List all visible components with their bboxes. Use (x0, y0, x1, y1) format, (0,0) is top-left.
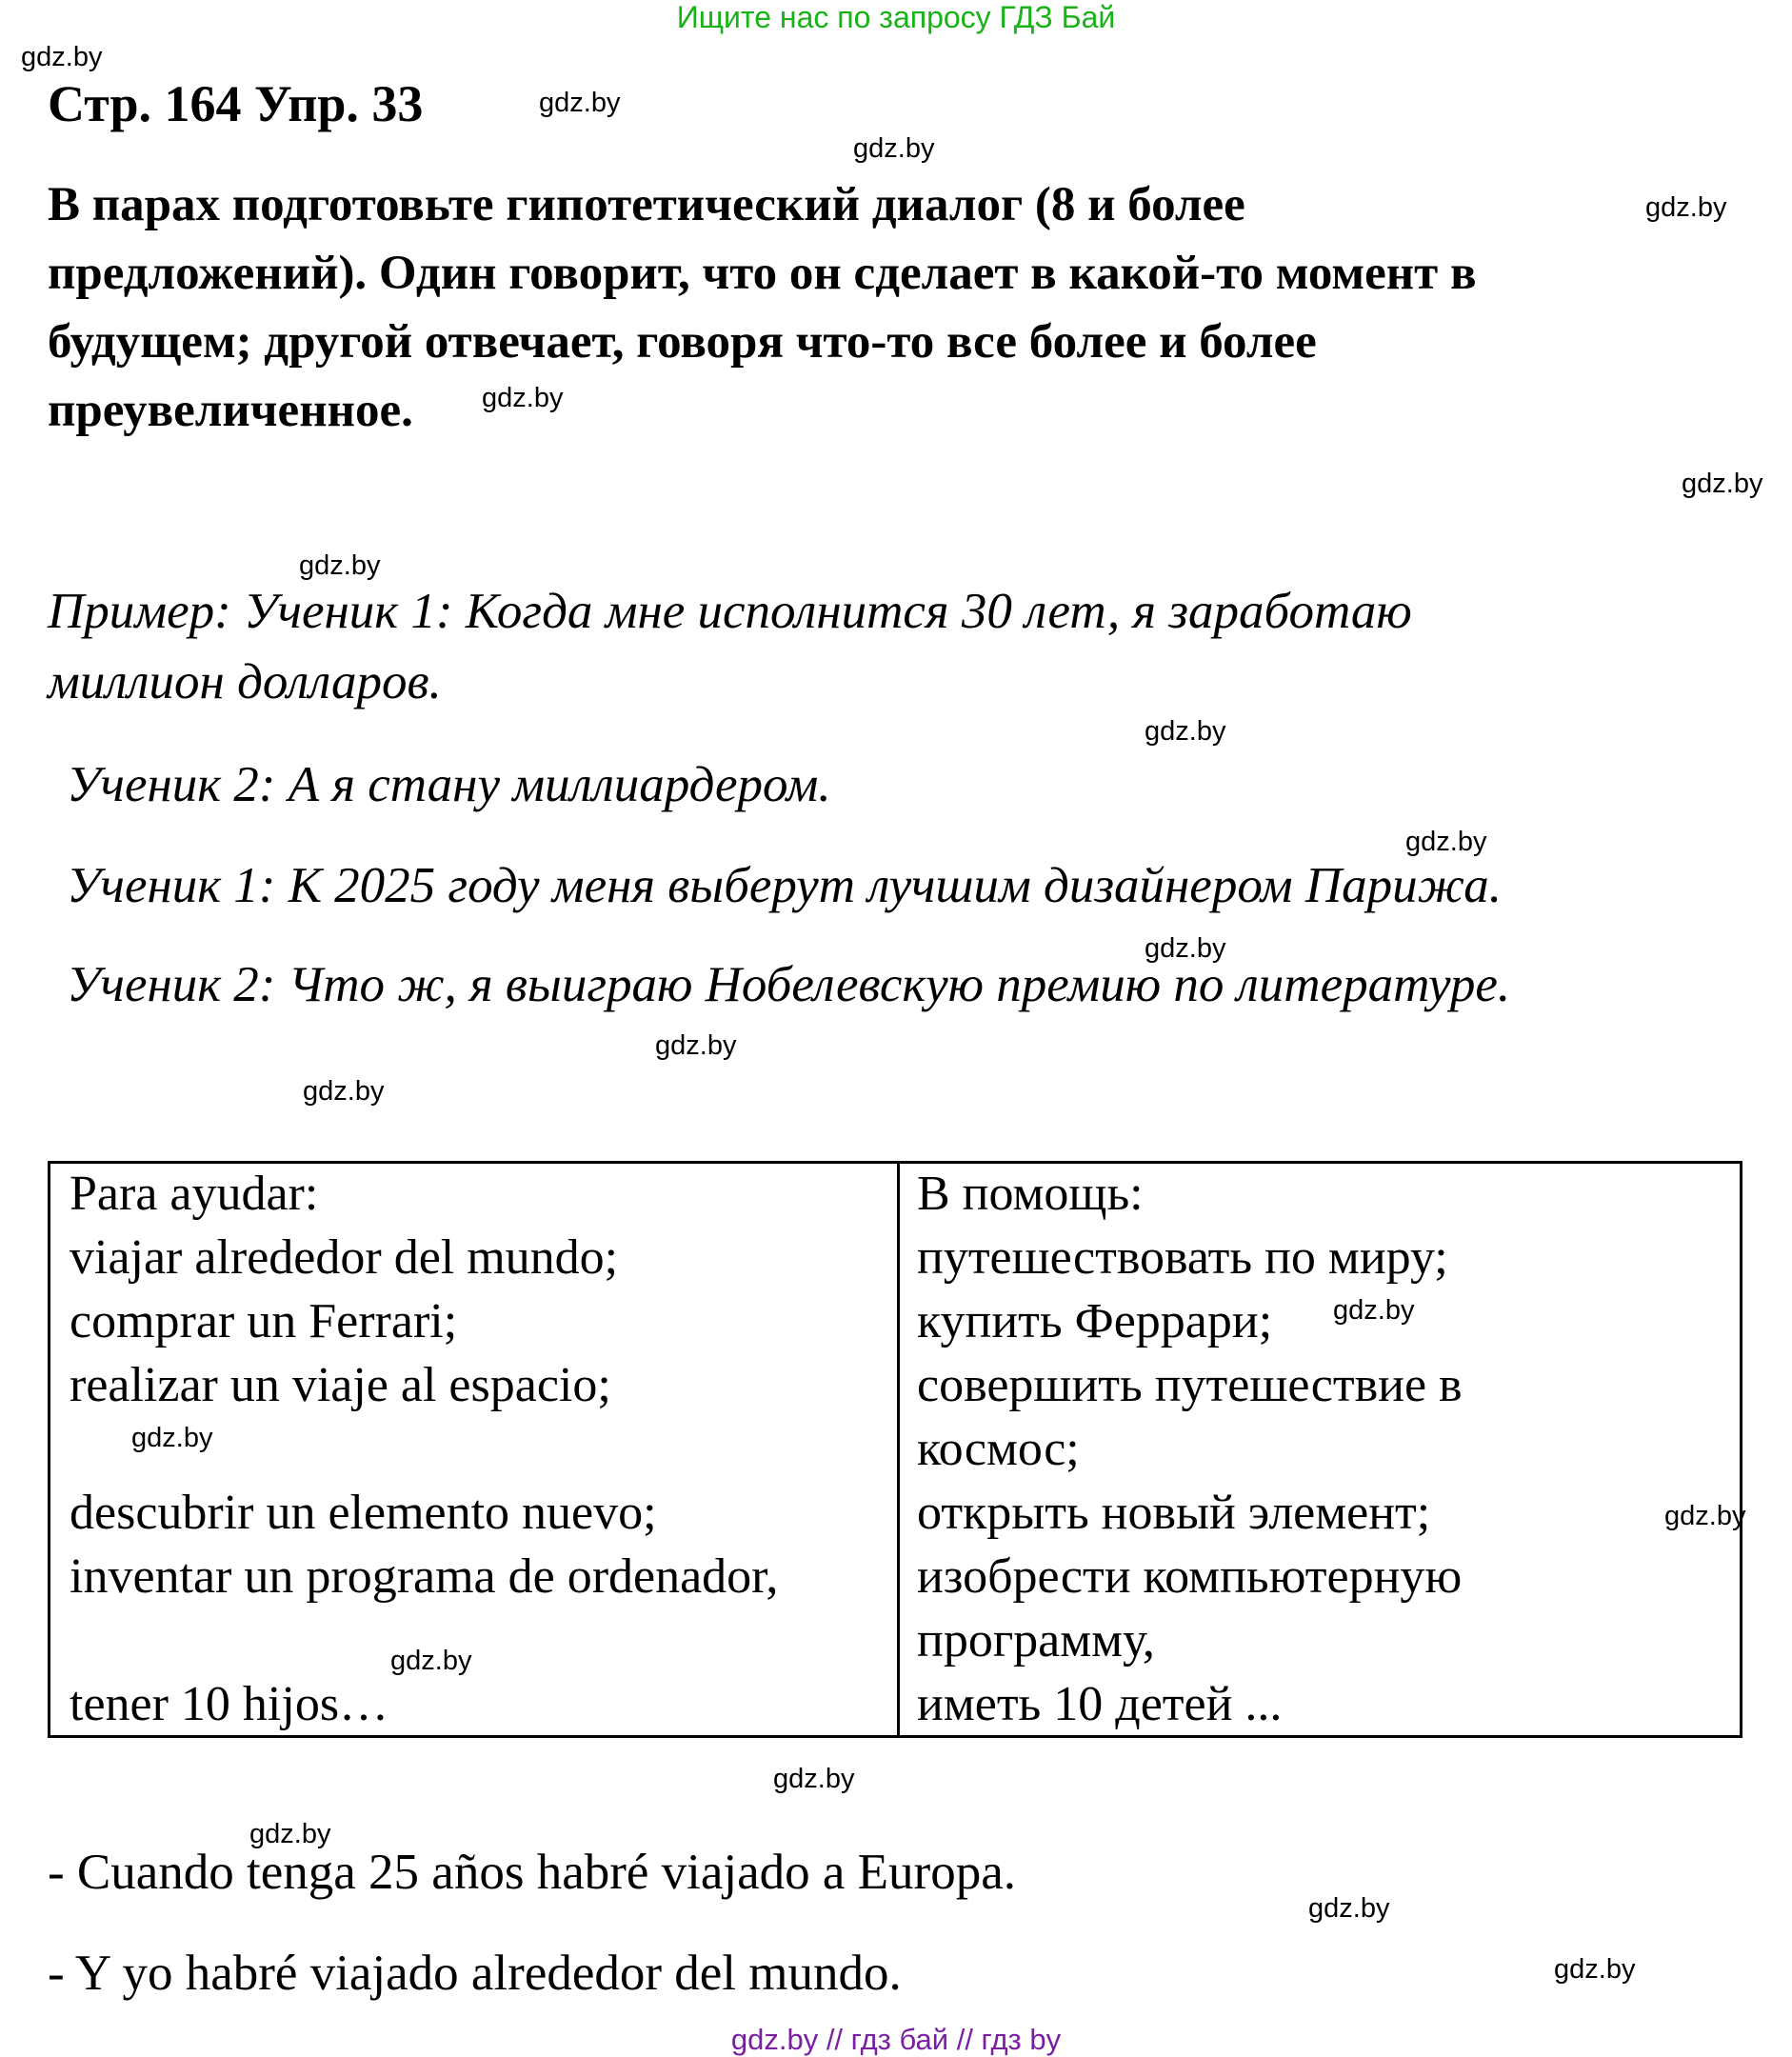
example-line: Пример: Ученик 1: Когда мне исполнится 30 лет, я заработаю (48, 584, 1412, 639)
table-divider (897, 1164, 900, 1735)
table-cell-es: comprar un Ferrari; (70, 1294, 458, 1348)
table-cell-ru: купить Феррари; (917, 1294, 1273, 1348)
example-line: Ученик 1: К 2025 году меня выберут лучшим дизайнером Парижа. (67, 858, 1503, 913)
table-cell-ru: В помощь: (917, 1167, 1144, 1221)
table-cell-ru: путешествовать по миру; (917, 1230, 1448, 1285)
example-line: Ученик 2: Что ж, я выиграю Нобелевскую премию по литературе. (67, 957, 1511, 1012)
watermark: gdz.by (1405, 827, 1487, 857)
table-cell-ru: программу, (917, 1613, 1155, 1668)
watermark: gdz.by (303, 1076, 385, 1107)
task-line: преувеличенное. (48, 384, 413, 437)
watermark: gdz.by (853, 133, 935, 164)
task-line: будущем; другой отвечает, говоря что-то все более и более (48, 315, 1317, 369)
page-title: Стр. 164 Упр. 33 (48, 75, 424, 132)
watermark: gdz.by (1145, 933, 1226, 964)
table-cell-ru: совершить путешествие в (917, 1358, 1463, 1412)
table-cell-es: viajar alrededor del mundo; (70, 1230, 619, 1285)
watermark: gdz.by (1664, 1501, 1746, 1531)
task-line: В парах подготовьте гипотетический диалог (8 и более (48, 178, 1245, 231)
watermark: gdz.by (21, 42, 103, 72)
example-line: Ученик 2: А я стану миллиардером. (67, 757, 831, 812)
task-line: предложений). Один говорит, что он сделает в какой-то момент в (48, 247, 1477, 300)
watermark: gdz.by (1145, 716, 1226, 747)
footer-links[interactable]: gdz.by // гдз бай // гдз by (730, 2023, 1062, 2056)
example-line: миллион долларов. (48, 654, 442, 709)
table-cell-es: Para ayudar: (70, 1167, 319, 1221)
table-cell-es: tener 10 hijos… (70, 1677, 389, 1731)
watermark: gdz.by (773, 1764, 855, 1794)
watermark: gdz.by (1645, 192, 1727, 223)
watermark: gdz.by (1554, 1954, 1636, 1985)
answer-line: - Cuando tenga 25 años habré viajado a Europa. (48, 1845, 1016, 1900)
table-cell-ru: космос; (917, 1422, 1080, 1476)
watermark: gdz.by (390, 1646, 472, 1676)
search-banner: Ищите нас по запросу ГДЗ Бай (676, 0, 1116, 34)
table-cell-es: descubrir un elemento nuevo; (70, 1486, 657, 1540)
answer-line: - Y yo habré viajado alrededor del mundo. (48, 1946, 902, 2001)
table-cell-ru: открыть новый элемент; (917, 1486, 1431, 1540)
help-table (48, 1161, 1742, 1738)
watermark: gdz.by (539, 88, 621, 118)
watermark: gdz.by (482, 383, 564, 413)
table-cell-ru: иметь 10 детей ... (917, 1677, 1283, 1731)
table-cell-es: inventar un programa de ordenador, (70, 1549, 779, 1604)
watermark: gdz.by (249, 1819, 331, 1849)
table-cell-ru: изобрести компьютерную (917, 1549, 1463, 1604)
watermark: gdz.by (299, 550, 381, 581)
watermark: gdz.by (1682, 469, 1763, 499)
watermark: gdz.by (131, 1423, 213, 1453)
table-cell-es: realizar un viaje al espacio; (70, 1358, 611, 1412)
watermark: gdz.by (1333, 1295, 1415, 1326)
watermark: gdz.by (1308, 1893, 1390, 1924)
watermark: gdz.by (655, 1030, 737, 1061)
